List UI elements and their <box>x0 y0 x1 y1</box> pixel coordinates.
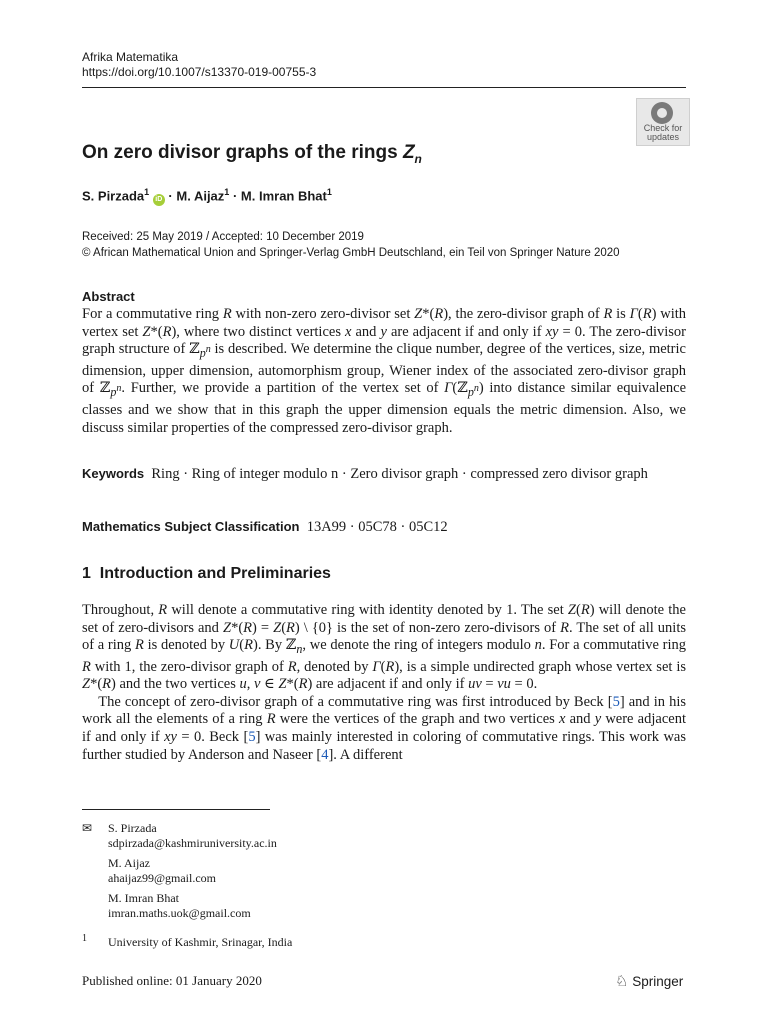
journal-name: Afrika Matematika <box>82 50 179 64</box>
copyright-notice: © African Mathematical Union and Springer-Verlag GmbH Deutschland, ein Teil von Springer Nature 2020 <box>82 247 620 259</box>
email[interactable]: ahaijaz99@gmail.com <box>108 870 217 885</box>
dates-block <box>82 229 620 261</box>
msc-label: Mathematics Subject Classification <box>82 519 300 534</box>
author-list <box>82 187 332 206</box>
author-name: S. Pirzada <box>108 821 157 835</box>
affiliation-number: 1 <box>82 933 87 944</box>
title-math: $Z_n$ <box>402 142 422 166</box>
author-separator: · <box>168 188 173 204</box>
badge-label: Check for updates <box>643 123 683 142</box>
msc-block <box>82 518 686 537</box>
title-text: On zero divisor graphs of the rings <box>82 142 403 163</box>
header-rule <box>82 87 686 88</box>
abstract-heading: Abstract <box>82 289 135 304</box>
affiliation: University of Kashmir, Srinagar, India <box>108 935 293 949</box>
author-name: M. Aijaz <box>176 188 225 204</box>
orcid-icon[interactable]: iD <box>153 194 165 206</box>
doi-link[interactable]: https://doi.org/10.1007/s13370-019-00755-3 <box>82 65 317 79</box>
correspondence-block <box>108 821 277 920</box>
section-heading <box>82 565 331 583</box>
author-name: M. Imran Bhat <box>108 891 179 905</box>
keywords-block <box>82 465 686 484</box>
keywords-label: Keywords <box>82 466 145 481</box>
citation-link[interactable]: 5 <box>248 729 256 746</box>
msc-codes: 13A99 · 05C78 · 05C12 <box>306 519 448 535</box>
author-separator: · <box>232 188 238 204</box>
section-number: 1 <box>82 565 91 582</box>
mail-icon: ✉ <box>82 821 93 835</box>
affiliation-mark: 1 <box>144 187 150 197</box>
affiliation-mark: 1 <box>326 187 332 197</box>
check-for-updates-badge[interactable] <box>636 98 690 146</box>
keywords-text: Ring · Ring of integer modulo n · Zero divisor graph · compressed zero divisor graph <box>151 466 648 482</box>
journal-header <box>82 50 316 80</box>
intro-paragraph: Throughout, R will denote a commutative ring with identity denoted by 1. The set Z(R) will denote the set of zero-divisors and Z*(R) = Z(R) \ {0} is the set of non-zero zero-divisors of R. The set of all units of a ring R is denoted by U(R). By ℤ$_n$, we denote the ring of integers modulo n. For a commutative ring R with 1, the zero-divisor graph of R, denoted by Γ(R), is a simple undirected graph whose vertex set is Z*(R) and the two vertices u, v ∈ Z*(R) are adjacent if and only if uv = vu = 0. The concept of zero-divisor graph of a commutative ring was first introduced by Beck [5] and in his work all the elements of a ring R were the vertices of the graph and two vertices x and y were adjacent if and only if xy = 0. Beck [5] was mainly interested in coloring of commutative rings. This work was further studied by Anderson and Naseer [4]. A different <box>82 602 687 763</box>
affiliation-mark: 1 <box>224 187 230 197</box>
publisher-name: Springer <box>632 974 684 989</box>
section-title: Introduction and Preliminaries <box>99 565 331 582</box>
abstract-text: For a commutative ring R with non-zero zero-divisor set Z*(R), the zero-divisor graph of R is Γ(R) with vertex set Z*(R), where two distinct vertices x and y are adjacent if and only if xy = 0. The zero-divisor graph structure of ℤ$_{p^n}$ is described. We determine the clique number, degree of the vertices, size, metric dimension, upper dimension, automorphism group, Wiener index of the associated zero-divisor graph of ℤ$_{p^n}$. Further, we provide a partition of the vertex set of Γ(ℤ$_{p^n}$) into distance similar equivalence classes and we show that in this graph the upper dimension equals the metric dimension. Also, we discuss similar properties of the compressed zero-divisor graph. <box>82 306 686 436</box>
author-name: S. Pirzada <box>82 188 145 204</box>
paper-title <box>82 142 422 166</box>
received-date: Received: 25 May 2019 / Accepted: 10 December 2019 <box>82 231 364 243</box>
springer-horse-icon: ♘ <box>615 973 629 990</box>
citation-link[interactable]: 4 <box>321 746 329 763</box>
author-name: M. Imran Bhat <box>240 188 327 204</box>
email[interactable]: imran.maths.uok@gmail.com <box>108 905 251 920</box>
citation-link[interactable]: 5 <box>612 693 620 710</box>
email[interactable]: sdpirzada@kashmiruniversity.ac.in <box>108 835 277 850</box>
published-online: Published online: 01 January 2020 <box>82 973 262 988</box>
author-name: M. Aijaz <box>108 856 150 870</box>
publisher-logo <box>615 972 683 990</box>
crossmark-icon <box>651 102 673 124</box>
footnote-rule <box>82 809 270 810</box>
